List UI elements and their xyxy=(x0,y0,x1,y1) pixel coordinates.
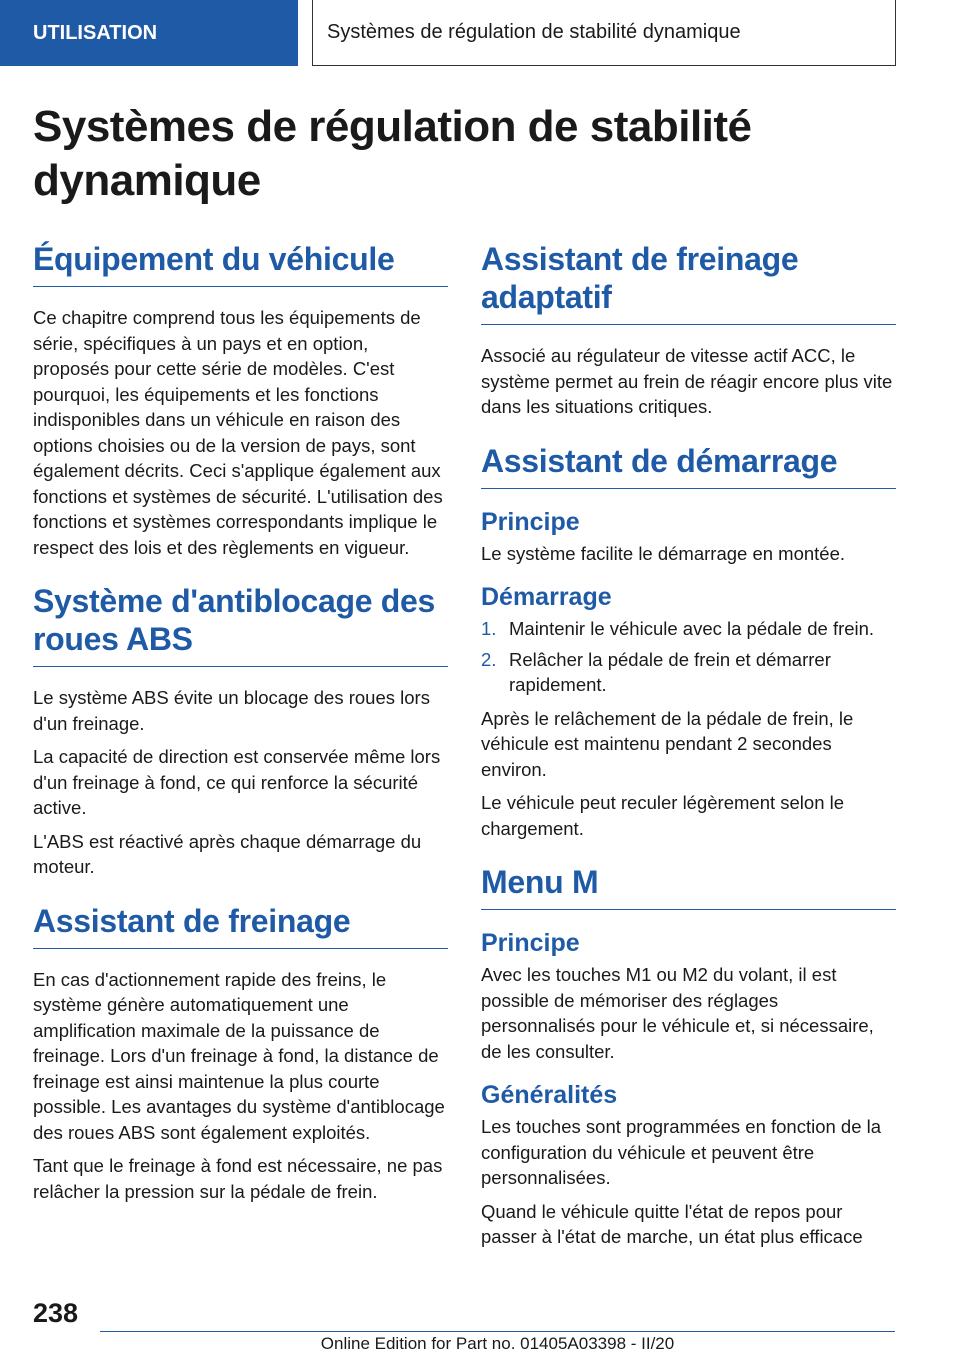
paragraph: Tant que le freinage à fond est nécessaire, ne pas relâcher la pression sur la pédale de frein. xyxy=(33,1155,443,1202)
step-text: Maintenir le véhicule avec la pédale de frein. xyxy=(509,618,875,639)
heading-brake-assist: Assistant de freinage xyxy=(33,902,448,949)
heading-equipment: Équipement du véhicule xyxy=(33,240,448,287)
paragraph: Associé au régulateur de vitesse actif ACC, le système permet au frein de réagir encore plus vite dans les situations critiques. xyxy=(481,345,893,417)
right-column xyxy=(481,240,896,1272)
list-item xyxy=(481,616,896,642)
subheading-principle: Principe xyxy=(481,507,580,536)
paragraph: Les touches sont programmées en fonction de la configuration du véhicule et peuvent être personnalisées. xyxy=(481,1116,882,1188)
heading-adaptive-brake: Assistant de freinage adaptatif xyxy=(481,240,896,325)
section-tab[interactable]: UTILISATION xyxy=(0,0,298,66)
heading-hill-start: Assistant de démarrage xyxy=(481,442,896,489)
step-number: 2. xyxy=(481,648,497,670)
paragraph: Ce chapitre comprend tous les équipements de série, spécifiques à un pays et en option, proposés pour cette série de modèles. C'est pourquoi, les équipements et les fonctions indisponibles dans un véhicule en raison des options choisies ou de la version de pays, sont également décrits. Ceci s'applique également aux fonctions et systèmes de sécurité. L'utilisation des fonctions et systèmes correspondants implique le respect des lois et des règlements en vigueur. xyxy=(33,307,443,558)
paragraph: L'ABS est réactivé après chaque démarrage du moteur. xyxy=(33,830,422,877)
section-brake-assist xyxy=(33,902,448,1205)
footer-edition: Online Edition for Part no. 01405A03398 - II/20 xyxy=(320,1334,675,1353)
page-number: 238 xyxy=(33,1298,79,1328)
section-abs xyxy=(33,582,448,880)
step-number: 1. xyxy=(481,618,497,639)
subheading-start: Démarrage xyxy=(481,583,612,611)
heading-menu-m: Menu M xyxy=(481,863,896,910)
step-text: Relâcher la pédale de frein et démarrer rapidement. xyxy=(509,648,831,695)
paragraph: Le système facilite le démarrage en montée. xyxy=(481,542,846,564)
footer-divider xyxy=(100,1331,895,1332)
list-item xyxy=(481,647,896,698)
paragraph: Le système ABS évite un blocage des roues lors d'un freinage. xyxy=(33,687,430,734)
steps-list xyxy=(481,616,896,698)
subheading-principle: Principe xyxy=(481,929,580,957)
section-adaptive-brake xyxy=(481,240,896,420)
section-menu-m xyxy=(481,863,896,1250)
section-hill-start xyxy=(481,442,896,842)
paragraph: Quand le véhicule quitte l'état de repos pour passer à l'état de marche, un état plus efficace xyxy=(481,1200,863,1247)
section-equipment xyxy=(33,240,448,560)
paragraph: La capacité de direction est conservée même lors d'un freinage à fond, ce qui renforce la sécurité active. xyxy=(33,746,441,818)
paragraph: Après le relâchement de la pédale de frein, le véhicule est maintenu pendant 2 secondes environ. xyxy=(481,707,854,780)
heading-abs: Système d'antiblocage des roues ABS xyxy=(33,582,448,667)
subheading-general: Généralités xyxy=(481,1081,618,1109)
page-title: Systèmes de régulation de stabilité dynamique xyxy=(33,102,752,205)
paragraph: Avec les touches M1 ou M2 du volant, il est possible de mémoriser des réglages personnalisés pour le véhicule et, si nécessaire, de les consulter. xyxy=(481,964,874,1062)
chapter-title-header: Systèmes de régulation de stabilité dynamique xyxy=(312,0,896,66)
paragraph: En cas d'actionnement rapide des freins, le système génère automatiquement une amplification maximale de la puissance de freinage. Lors d'un freinage à fond, la distance de freinage est ainsi maintenue la plus courte possible. Les avantages du système d'antiblocage des roues ABS sont également exploités. xyxy=(33,968,445,1143)
left-column xyxy=(33,240,448,1226)
paragraph: Le véhicule peut reculer légèrement selon le chargement. xyxy=(481,792,845,839)
